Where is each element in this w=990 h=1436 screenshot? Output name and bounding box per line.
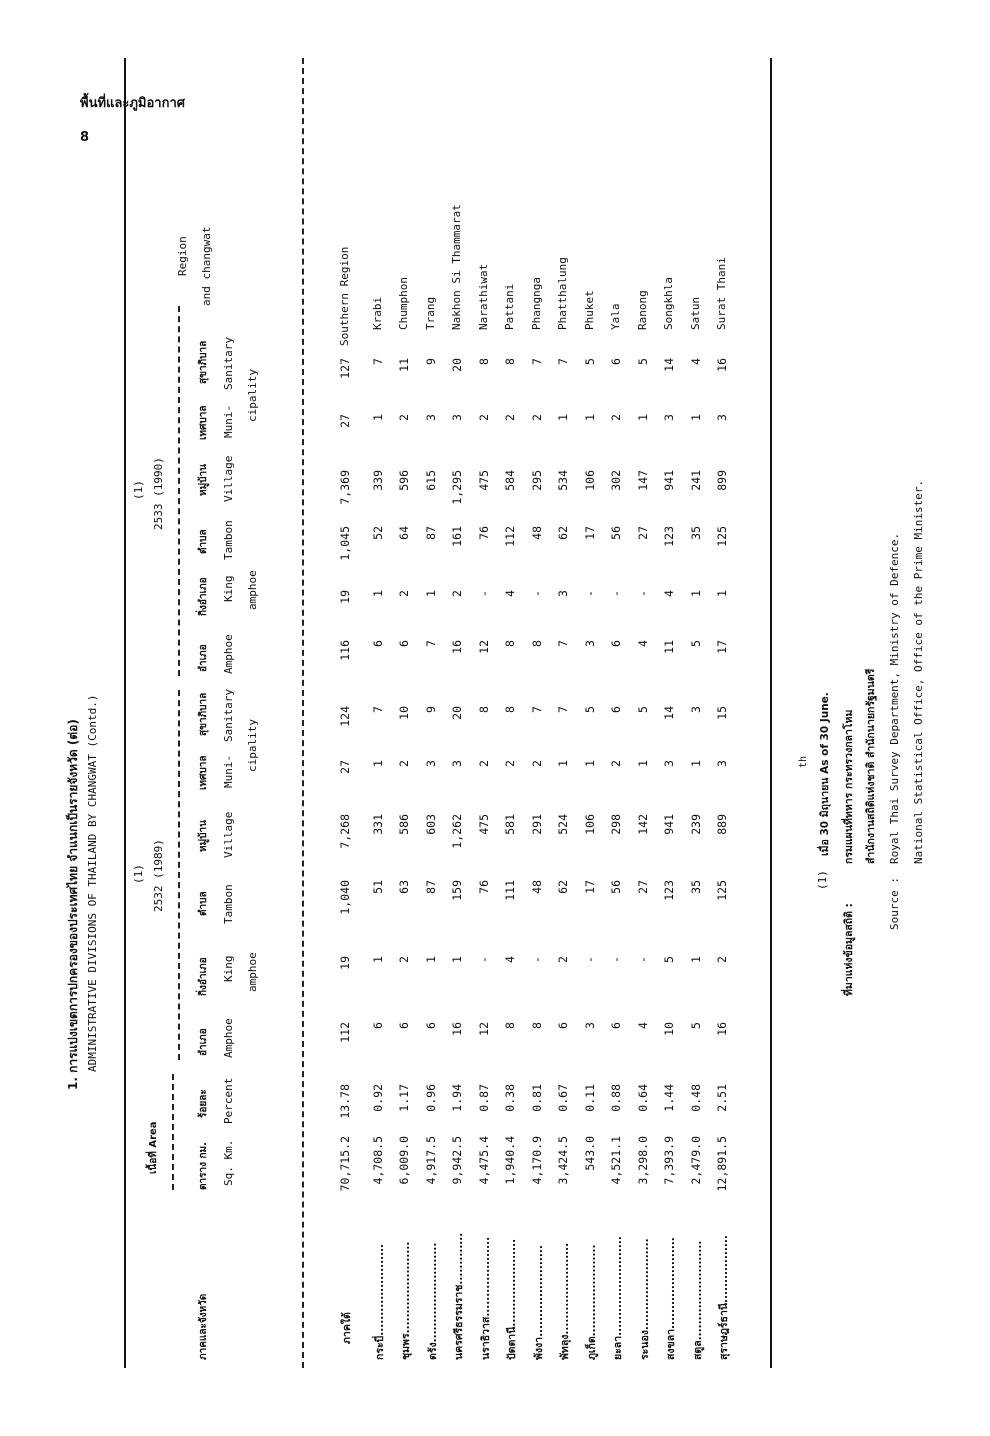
cell-v2: 475 (476, 470, 491, 491)
row-name-english: Krabi (370, 296, 384, 330)
cell-k1: 1 (688, 956, 703, 963)
cell-s1: 124 (338, 706, 352, 727)
cell-t1: 48 (529, 880, 544, 894)
cell-t1: 125 (715, 880, 729, 901)
cell-a1: 6 (397, 1022, 411, 1029)
row-name-thai: พังงา....................... (532, 1245, 545, 1360)
cell-s1: 9 (423, 706, 438, 713)
cell-k1: - (635, 956, 650, 963)
cell-k2: 1 (688, 590, 703, 597)
cell-a1: 16 (715, 1022, 729, 1036)
cell-v2: 7,369 (338, 470, 352, 505)
cell-pct: 0.64 (635, 1084, 650, 1112)
cell-a1: 8 (529, 1022, 544, 1029)
source-en-2: National Statistical Office, Office of the Prime Minister. (912, 479, 925, 864)
cell-m1: 1 (370, 760, 385, 767)
cell-sqkm: 4,521.1 (609, 1136, 623, 1185)
cell-t2: 17 (582, 526, 597, 540)
cell-v1: 142 (635, 814, 650, 835)
section-header: พื้นที่และภูมิอากาศ (80, 96, 186, 111)
y2-king-en: King (222, 575, 235, 602)
cell-s2: 127 (338, 358, 352, 379)
header-sqkm-en: Sq. Km. (222, 1139, 235, 1186)
cell-k1: 2 (397, 956, 411, 963)
header-note-mark-2: (1) (132, 480, 145, 500)
cell-a1: 12 (476, 1022, 491, 1036)
cell-k2: - (476, 590, 491, 597)
row-name-thai: นครศรีธรรมราช............. (453, 1232, 465, 1360)
cell-k2: - (609, 590, 623, 597)
cell-s2: 5 (635, 358, 650, 365)
y1-village-thai: หมู่บ้าน (198, 820, 209, 852)
cell-v1: 239 (688, 814, 703, 835)
header-region-thai: ภาคและจังหวัด (198, 1293, 209, 1360)
cell-k2: 4 (662, 590, 676, 597)
row-name-thai: ภาคใต้ (341, 1312, 353, 1344)
cell-m1: 1 (582, 760, 597, 767)
row-name-english: Nakhon Si Thammarat (450, 204, 463, 330)
cell-pct: 0.81 (529, 1084, 544, 1112)
cell-s1: 6 (609, 706, 623, 713)
cell-pct: 1.94 (450, 1084, 464, 1112)
cell-t1: 76 (476, 880, 491, 894)
cell-s1: 15 (715, 706, 729, 720)
table-top-rule (124, 58, 126, 1368)
y1-muni-thai: เทศบาล (198, 755, 209, 790)
header-region-en: Region (176, 236, 189, 276)
row-name-english: Yala (609, 303, 622, 330)
cell-m2: 1 (556, 414, 570, 421)
cell-t1: 1,040 (338, 880, 352, 915)
cell-a1: 8 (503, 1022, 517, 1029)
cell-a2: 3 (582, 640, 597, 647)
y2-muni-en: Muni- (222, 404, 235, 438)
cell-v1: 889 (715, 814, 729, 835)
row-name-thai: ปัตตานี...................... (506, 1238, 518, 1360)
header-region-en2: and changwat (200, 226, 213, 306)
row-name-english: Phuket (582, 290, 596, 330)
cell-s2: 11 (397, 358, 411, 372)
row-name-thai: ชุมพร....................... (400, 1241, 412, 1360)
y2-sanitary-en: Sanitary (222, 337, 235, 390)
cell-v2: 941 (662, 470, 676, 491)
row-name-thai: สตูล......................... (691, 1240, 704, 1360)
cell-v2: 295 (529, 470, 544, 491)
cell-a2: 17 (715, 640, 729, 654)
cell-sqkm: 4,917.5 (423, 1136, 438, 1185)
cell-k1: 1 (450, 956, 464, 963)
cell-a1: 4 (635, 1022, 650, 1029)
cell-sqkm: 4,170.9 (529, 1136, 544, 1185)
header-year-2533: 2533 (1990) (152, 457, 165, 530)
row-name-thai: ระนอง....................... (638, 1238, 651, 1360)
y1-king-en: King (222, 955, 235, 982)
cell-k2: 1 (715, 590, 729, 597)
cell-m2: 1 (688, 414, 703, 421)
cell-a2: 12 (476, 640, 491, 654)
cell-pct: 0.67 (556, 1084, 570, 1112)
cell-k1: 19 (338, 956, 352, 970)
cell-m1: 1 (556, 760, 570, 767)
cell-m1: 27 (338, 760, 352, 774)
cell-m1: 2 (609, 760, 623, 767)
cell-m2: 27 (338, 414, 352, 428)
y2-sanitary-thai: สุขาภิบาล (198, 340, 209, 384)
row-name-english: Trang (423, 296, 437, 330)
cell-m1: 1 (635, 760, 650, 767)
cell-t2: 76 (476, 526, 491, 540)
cell-s2: 4 (688, 358, 703, 365)
cell-a2: 6 (397, 640, 411, 647)
cell-k1: 4 (503, 956, 517, 963)
cell-v2: 339 (370, 470, 385, 491)
row-name-english: Chumphon (397, 277, 410, 330)
cell-m2: 3 (423, 414, 438, 421)
cell-v1: 1,262 (450, 814, 464, 849)
cell-a2: 8 (503, 640, 517, 647)
y2-village-thai: หมู่บ้าน (198, 464, 209, 496)
cell-m2: 3 (450, 414, 464, 421)
cell-m2: 1 (582, 414, 597, 421)
cell-sqkm: 9,942.5 (450, 1136, 464, 1185)
cell-pct: 2.51 (715, 1084, 729, 1112)
y1-tambon-en: Tambon (222, 884, 235, 924)
cell-m2: 2 (476, 414, 491, 421)
cell-m1: 3 (450, 760, 464, 767)
cell-v1: 941 (662, 814, 676, 835)
cell-t1: 62 (556, 880, 570, 894)
cell-t1: 159 (450, 880, 464, 901)
row-name-english: Pattani (503, 283, 516, 330)
cell-pct: 0.96 (423, 1084, 438, 1112)
footnote-superscript: th (798, 755, 809, 768)
cell-sqkm: 70,715.2 (338, 1136, 352, 1192)
cell-t1: 87 (423, 880, 438, 894)
cell-s2: 14 (662, 358, 676, 372)
cell-m1: 1 (688, 760, 703, 767)
cell-k2: - (529, 590, 544, 597)
page-number: 8 (80, 130, 90, 145)
cell-m2: 2 (609, 414, 623, 421)
cell-v2: 534 (556, 470, 570, 491)
cell-a1: 112 (338, 1022, 352, 1043)
header-divider (302, 58, 304, 1368)
cell-a2: 7 (556, 640, 570, 647)
cell-v1: 331 (370, 814, 385, 835)
y1-muni-en: Muni- (222, 754, 235, 788)
header-percent-en: Percent (222, 1077, 235, 1124)
y2-tambon-thai: ตำบล (198, 529, 209, 554)
y2-muni-en2: cipality (246, 369, 259, 422)
cell-v2: 147 (635, 470, 650, 491)
cell-s2: 16 (715, 358, 729, 372)
cell-pct: 0.11 (582, 1084, 597, 1112)
cell-k1: - (476, 956, 491, 963)
y2-tambon-en: Tambon (222, 520, 235, 560)
cell-k1: 2 (715, 956, 729, 963)
cell-a1: 16 (450, 1022, 464, 1036)
row-name-english: Phatthalung (556, 257, 569, 330)
cell-s1: 7 (529, 706, 544, 713)
cell-sqkm: 1,940.4 (503, 1136, 517, 1185)
cell-a1: 6 (423, 1022, 438, 1029)
cell-a2: 116 (338, 640, 352, 661)
cell-k1: - (529, 956, 544, 963)
cell-k2: 2 (397, 590, 411, 597)
footnote-mark: (1) (816, 870, 829, 890)
row-name-english: Surat Thani (715, 257, 728, 330)
cell-s2: 8 (503, 358, 517, 365)
row-name-thai: สุราษฎร์ธานี................. (718, 1235, 730, 1360)
cell-t2: 87 (423, 526, 438, 540)
cell-t2: 27 (635, 526, 650, 540)
cell-k2: 2 (450, 590, 464, 597)
year1-divider (178, 690, 180, 1060)
cell-a1: 6 (370, 1022, 385, 1029)
cell-m2: 3 (715, 414, 729, 421)
cell-sqkm: 12,891.5 (715, 1136, 729, 1192)
footnote-text: เมื่อ 30 มิถุนายน As of 30 June. (819, 692, 831, 856)
cell-t2: 123 (662, 526, 676, 547)
cell-t2: 112 (503, 526, 517, 547)
cell-v2: 899 (715, 470, 729, 491)
cell-k2: - (582, 590, 597, 597)
row-name-english: Phangnga (529, 277, 543, 330)
cell-m1: 2 (476, 760, 491, 767)
cell-m1: 2 (503, 760, 517, 767)
cell-v2: 1,295 (450, 470, 464, 505)
cell-s1: 5 (582, 706, 597, 713)
row-name-english: Southern Region (338, 246, 351, 346)
cell-k1: 5 (662, 956, 676, 963)
cell-m2: 1 (370, 414, 385, 421)
row-name-thai: นราธิวาส.................... (479, 1236, 492, 1360)
cell-v1: 475 (476, 814, 491, 835)
y1-sanitary-en: Sanitary (222, 689, 235, 742)
cell-t2: 64 (397, 526, 411, 540)
source-thai-2: สำนักงานสถิติแห่งชาติ สำนักนายกรัฐมนตรี (865, 668, 877, 864)
cell-v2: 106 (582, 470, 597, 491)
row-name-thai: ภูเก็ต....................... (585, 1244, 598, 1360)
cell-v2: 615 (423, 470, 438, 491)
cell-a2: 7 (423, 640, 438, 647)
y2-king-en2: amphoe (246, 570, 259, 610)
cell-s1: 7 (556, 706, 570, 713)
cell-t2: 52 (370, 526, 385, 540)
y2-amphoe-en: Amphoe (222, 634, 235, 674)
y1-king-en2: amphoe (246, 952, 259, 992)
y1-tambon-thai: ตำบล (198, 891, 209, 916)
source-thai-label: ที่มาแห่งข้อมูลสถิติ : (843, 903, 855, 996)
row-name-english: Narathiwat (476, 263, 490, 330)
cell-m1: 3 (715, 760, 729, 767)
cell-sqkm: 2,479.0 (688, 1136, 703, 1185)
y1-muni-en2: cipality (246, 719, 259, 772)
cell-sqkm: 543.0 (582, 1136, 597, 1171)
y2-king-thai: กิ่งอำเภอ (198, 577, 209, 616)
cell-k1: - (609, 956, 623, 963)
cell-m2: 1 (635, 414, 650, 421)
cell-t1: 111 (503, 880, 517, 901)
cell-a1: 10 (662, 1022, 676, 1036)
cell-v1: 298 (609, 814, 623, 835)
source-en-label: Source : (888, 877, 901, 930)
cell-k1: 2 (556, 956, 570, 963)
header-note-mark-1: (1) (132, 864, 145, 884)
cell-v1: 581 (503, 814, 517, 835)
cell-k2: - (635, 590, 650, 597)
cell-k2: 3 (556, 590, 570, 597)
cell-a2: 5 (688, 640, 703, 647)
header-percent-thai: ร้อยละ (198, 1089, 209, 1118)
cell-t1: 63 (397, 880, 411, 894)
cell-a2: 6 (609, 640, 623, 647)
source-en-1: Royal Thai Survey Department, Ministry of Defence. (888, 532, 901, 864)
cell-pct: 0.87 (476, 1084, 491, 1112)
cell-s2: 5 (582, 358, 597, 365)
cell-k1: - (582, 956, 597, 963)
cell-m1: 3 (662, 760, 676, 767)
cell-s2: 20 (450, 358, 464, 372)
cell-t1: 17 (582, 880, 597, 894)
header-area: เนื้อที่ Area (148, 1121, 159, 1174)
cell-s2: 9 (423, 358, 438, 365)
cell-k1: 1 (423, 956, 438, 963)
cell-t2: 35 (688, 526, 703, 540)
cell-t2: 1,045 (338, 526, 352, 561)
cell-a2: 4 (635, 640, 650, 647)
area-divider (172, 1074, 174, 1190)
cell-pct: 0.88 (609, 1084, 623, 1112)
cell-m2: 2 (397, 414, 411, 421)
table-bottom-rule (770, 58, 772, 1368)
header-sqkm-thai: ตาราง กม. (198, 1142, 209, 1190)
cell-t1: 27 (635, 880, 650, 894)
cell-v2: 584 (503, 470, 517, 491)
cell-v2: 302 (609, 470, 623, 491)
y1-sanitary-thai: สุขาภิบาล (198, 692, 209, 736)
cell-s1: 8 (476, 706, 491, 713)
cell-t2: 48 (529, 526, 544, 540)
cell-s2: 7 (370, 358, 385, 365)
cell-sqkm: 3,424.5 (556, 1136, 570, 1185)
cell-t2: 62 (556, 526, 570, 540)
cell-s2: 8 (476, 358, 491, 365)
row-name-thai: สงขลา....................... (665, 1237, 677, 1360)
cell-v1: 106 (582, 814, 597, 835)
cell-v1: 291 (529, 814, 544, 835)
cell-v1: 586 (397, 814, 411, 835)
cell-m2: 3 (662, 414, 676, 421)
source-thai-1: กรมแผนที่ทหาร กระทรวงกลาโหม (843, 709, 855, 864)
cell-t2: 161 (450, 526, 464, 547)
cell-v1: 7,268 (338, 814, 352, 849)
cell-sqkm: 3,298.0 (635, 1136, 650, 1185)
cell-sqkm: 4,708.5 (370, 1136, 385, 1185)
cell-sqkm: 7,393.9 (662, 1136, 676, 1185)
y1-village-en: Village (222, 811, 235, 858)
cell-s1: 10 (397, 706, 411, 720)
cell-a2: 11 (662, 640, 676, 654)
y1-amphoe-en: Amphoe (222, 1018, 235, 1058)
cell-pct: 0.92 (370, 1084, 385, 1112)
cell-s1: 20 (450, 706, 464, 720)
cell-k2: 1 (370, 590, 385, 597)
cell-s2: 7 (556, 358, 570, 365)
y2-amphoe-thai: อำเภอ (198, 644, 209, 672)
header-year-2532: 2532 (1989) (152, 839, 165, 912)
y1-king-thai: กิ่งอำเภอ (198, 957, 209, 996)
cell-pct: 1.44 (662, 1084, 676, 1112)
cell-m2: 2 (529, 414, 544, 421)
cell-a1: 5 (688, 1022, 703, 1029)
cell-v1: 524 (556, 814, 570, 835)
cell-t2: 125 (715, 526, 729, 547)
row-name-thai: ยะลา......................... (612, 1236, 624, 1360)
cell-m1: 2 (397, 760, 411, 767)
table-title-thai: 1. การแบ่งเขตการปกครองของประเทศไทย จำแนกเป็นรายจังหวัด (ต่อ) (66, 719, 80, 1090)
cell-s2: 7 (529, 358, 544, 365)
cell-t1: 56 (609, 880, 623, 894)
cell-m1: 2 (529, 760, 544, 767)
cell-s1: 3 (688, 706, 703, 713)
y2-muni-thai: เทศบาล (198, 405, 209, 440)
cell-a2: 6 (370, 640, 385, 647)
cell-pct: 1.17 (397, 1084, 411, 1112)
cell-pct: 13.78 (338, 1084, 352, 1119)
cell-k2: 19 (338, 590, 352, 604)
cell-s1: 8 (503, 706, 517, 713)
row-name-english: Satun (688, 296, 702, 330)
cell-s1: 5 (635, 706, 650, 713)
cell-pct: 0.38 (503, 1084, 517, 1112)
cell-t1: 35 (688, 880, 703, 894)
row-name-english: Ranong (635, 290, 649, 330)
cell-t1: 123 (662, 880, 676, 901)
cell-a2: 8 (529, 640, 544, 647)
cell-v2: 241 (688, 470, 703, 491)
cell-s2: 6 (609, 358, 623, 365)
cell-a1: 3 (582, 1022, 597, 1029)
cell-v1: 603 (423, 814, 438, 835)
y1-amphoe-thai: อำเภอ (198, 1028, 209, 1056)
cell-a2: 16 (450, 640, 464, 654)
year2-divider (178, 306, 180, 676)
row-name-thai: พัทลุง....................... (559, 1242, 571, 1360)
cell-s1: 7 (370, 706, 385, 713)
cell-t2: 56 (609, 526, 623, 540)
row-name-thai: ตรัง......................... (426, 1242, 439, 1360)
cell-t1: 51 (370, 880, 385, 894)
row-name-english: Songkhla (662, 277, 675, 330)
cell-sqkm: 4,475.4 (476, 1136, 491, 1185)
cell-a1: 6 (609, 1022, 623, 1029)
y2-village-en: Village (222, 455, 235, 502)
cell-v2: 596 (397, 470, 411, 491)
cell-k2: 1 (423, 590, 438, 597)
cell-s1: 14 (662, 706, 676, 720)
cell-m2: 2 (503, 414, 517, 421)
table-title-english: ADMINISTRATIVE DIVISIONS OF THAILAND BY CHANGWAT (Contd.) (86, 694, 99, 1072)
row-name-thai: กระบี่....................... (373, 1243, 386, 1360)
cell-a1: 6 (556, 1022, 570, 1029)
cell-k1: 1 (370, 956, 385, 963)
cell-sqkm: 6,009.0 (397, 1136, 411, 1185)
cell-m1: 3 (423, 760, 438, 767)
cell-pct: 0.48 (688, 1084, 703, 1112)
cell-k2: 4 (503, 590, 517, 597)
